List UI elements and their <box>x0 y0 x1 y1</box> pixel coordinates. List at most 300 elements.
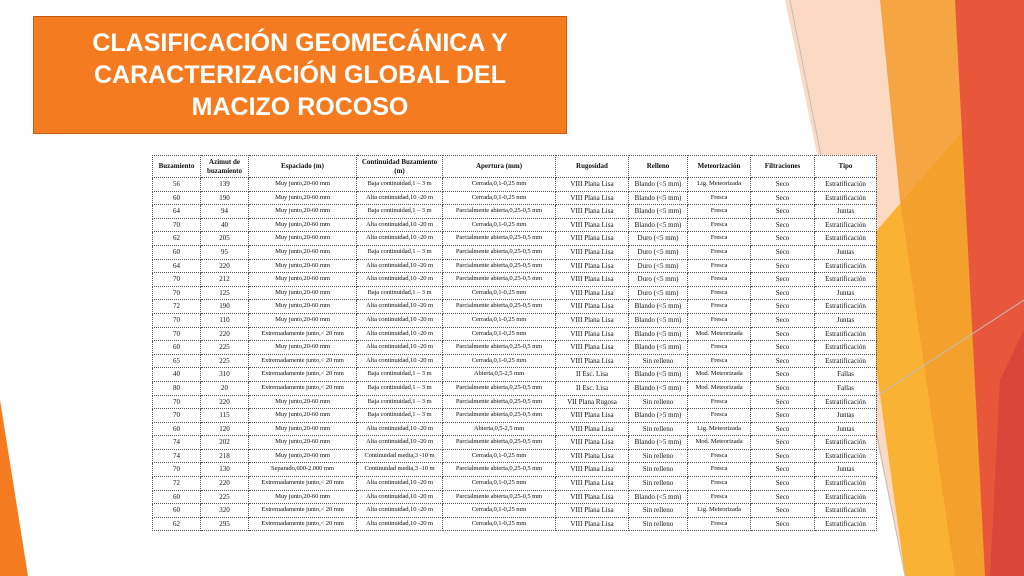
cell-rugosidad: VIII Plana Lisa <box>556 286 629 300</box>
table-row <box>153 477 877 491</box>
cell-espaciado: Muy junto,20-60 mm <box>249 449 357 463</box>
cell-tipo: Estratificación <box>815 490 877 504</box>
cell-continuidad: Alta continuidad,10 -20 m <box>357 436 443 450</box>
cell-espaciado: Muy junto,20-60 mm <box>249 178 357 192</box>
header-espaciado: Espaciado (m) <box>249 156 357 178</box>
cell-relleno: Sin relleno <box>629 422 688 436</box>
cell-espaciado: Muy junto,20-60 mm <box>249 395 357 409</box>
cell-buzamiento: 70 <box>153 463 201 477</box>
cell-relleno: Blando (<5 mm) <box>629 205 688 219</box>
cell-filtraciones: Seco <box>751 504 815 518</box>
cell-tipo: Estratificación <box>815 191 877 205</box>
table-row <box>153 300 877 314</box>
cell-buzamiento: 70 <box>153 273 201 287</box>
cell-tipo: Estratificación <box>815 449 877 463</box>
cell-filtraciones: Seco <box>751 395 815 409</box>
cell-relleno: Blando (<5 mm) <box>629 313 688 327</box>
table-row <box>153 409 877 423</box>
table-row <box>153 327 877 341</box>
cell-rugosidad: VIII Plana Lisa <box>556 218 629 232</box>
cell-rugosidad: VIII Plana Lisa <box>556 205 629 219</box>
cell-continuidad: Baja continuidad,1 – 3 m <box>357 409 443 423</box>
classification-table-container <box>152 155 876 531</box>
cell-tipo: Estratificación <box>815 327 877 341</box>
cell-azimut: 120 <box>201 422 249 436</box>
table-row <box>153 232 877 246</box>
cell-espaciado: Muy junto,20-60 mm <box>249 205 357 219</box>
table-row <box>153 490 877 504</box>
cell-tipo: Estratificación <box>815 395 877 409</box>
cell-azimut: 295 <box>201 517 249 531</box>
cell-filtraciones: Seco <box>751 381 815 395</box>
cell-continuidad: Alta continuidad,10 -20 m <box>357 490 443 504</box>
cell-rugosidad: II Esc. Lisa <box>556 368 629 382</box>
cell-filtraciones: Seco <box>751 232 815 246</box>
cell-espaciado: Muy junto,20-60 mm <box>249 259 357 273</box>
cell-filtraciones: Seco <box>751 422 815 436</box>
cell-apertura: Parcialmente abierta,0,25-0,5 mm <box>443 205 556 219</box>
cell-buzamiento: 80 <box>153 381 201 395</box>
table-row <box>153 313 877 327</box>
cell-relleno: Blando (<5 mm) <box>629 368 688 382</box>
cell-azimut: 310 <box>201 368 249 382</box>
cell-tipo: Estratificación <box>815 504 877 518</box>
cell-azimut: 20 <box>201 381 249 395</box>
cell-tipo: Estratificación <box>815 300 877 314</box>
cell-apertura: Cerrada,0,1-0,25 mm <box>443 354 556 368</box>
cell-continuidad: Alta continuidad,10 -20 m <box>357 232 443 246</box>
cell-azimut: 139 <box>201 178 249 192</box>
cell-azimut: 205 <box>201 232 249 246</box>
cell-filtraciones: Seco <box>751 205 815 219</box>
header-filtraciones: Filtraciones <box>751 156 815 178</box>
cell-rugosidad: VIII Plana Lisa <box>556 191 629 205</box>
cell-espaciado: Extremadamente junto,< 20 mm <box>249 354 357 368</box>
cell-rugosidad: VIII Plana Lisa <box>556 341 629 355</box>
table-row <box>153 259 877 273</box>
header-azimut: Azimut de buzamiento <box>201 156 249 178</box>
cell-azimut: 115 <box>201 409 249 423</box>
cell-meteorizacion: Fresca <box>688 245 751 259</box>
cell-tipo: Estratificación <box>815 354 877 368</box>
cell-meteorizacion: Fresca <box>688 300 751 314</box>
cell-relleno: Sin relleno <box>629 449 688 463</box>
cell-continuidad: Baja continuidad,1 – 3 m <box>357 395 443 409</box>
cell-buzamiento: 60 <box>153 504 201 518</box>
cell-buzamiento: 72 <box>153 300 201 314</box>
cell-rugosidad: VIII Plana Lisa <box>556 422 629 436</box>
table-row <box>153 436 877 450</box>
cell-buzamiento: 64 <box>153 205 201 219</box>
cell-rugosidad: VIII Plana Lisa <box>556 409 629 423</box>
cell-apertura: Cerrada,0,1-0,25 mm <box>443 286 556 300</box>
cell-continuidad: Baja continuidad,1 – 3 m <box>357 245 443 259</box>
cell-espaciado: Muy junto,20-60 mm <box>249 232 357 246</box>
cell-apertura: Abierta,0,5-2,5 mm <box>443 422 556 436</box>
cell-meteorizacion: Lig. Meteorizada <box>688 504 751 518</box>
cell-meteorizacion: Fresca <box>688 517 751 531</box>
cell-filtraciones: Seco <box>751 368 815 382</box>
cell-tipo: Estratificación <box>815 232 877 246</box>
cell-buzamiento: 60 <box>153 422 201 436</box>
table-row <box>153 205 877 219</box>
cell-rugosidad: VIII Plana Lisa <box>556 477 629 491</box>
cell-relleno: Blando (<5 mm) <box>629 218 688 232</box>
cell-espaciado: Muy junto,20-60 mm <box>249 286 357 300</box>
cell-espaciado: Muy junto,20-60 mm <box>249 300 357 314</box>
cell-meteorizacion: Fresca <box>688 205 751 219</box>
cell-rugosidad: VIII Plana Lisa <box>556 449 629 463</box>
cell-buzamiento: 70 <box>153 395 201 409</box>
cell-filtraciones: Seco <box>751 245 815 259</box>
cell-rugosidad: VIII Plana Lisa <box>556 354 629 368</box>
table-row <box>153 381 877 395</box>
cell-rugosidad: VIII Plana Lisa <box>556 436 629 450</box>
cell-relleno: Sin relleno <box>629 463 688 477</box>
cell-azimut: 190 <box>201 191 249 205</box>
cell-meteorizacion: Fresca <box>688 490 751 504</box>
cell-buzamiento: 60 <box>153 490 201 504</box>
cell-apertura: Parcialmente abierta,0,25-0,5 mm <box>443 463 556 477</box>
cell-rugosidad: VIII Plana Lisa <box>556 517 629 531</box>
cell-filtraciones: Seco <box>751 273 815 287</box>
cell-espaciado: Muy junto,20-60 mm <box>249 273 357 287</box>
cell-apertura: Parcialmente abierta,0,25-0,5 mm <box>443 245 556 259</box>
cell-tipo: Estratificación <box>815 259 877 273</box>
cell-filtraciones: Seco <box>751 436 815 450</box>
cell-espaciado: Separado,600-2.000 mm <box>249 463 357 477</box>
cell-apertura: Cerrada,0,1-0,25 mm <box>443 477 556 491</box>
table-row <box>153 368 877 382</box>
cell-tipo: Juntas <box>815 286 877 300</box>
cell-rugosidad: VII Plana Rugosa <box>556 395 629 409</box>
cell-continuidad: Alta continuidad,10 -20 m <box>357 300 443 314</box>
table-row <box>153 178 877 192</box>
cell-apertura: Parcialmente abierta,0,25-0,5 mm <box>443 341 556 355</box>
cell-relleno: Blando (<5 mm) <box>629 327 688 341</box>
cell-buzamiento: 65 <box>153 354 201 368</box>
cell-apertura: Parcialmente abierta,0,25-0,5 mm <box>443 381 556 395</box>
cell-relleno: Blando (>5 mm) <box>629 409 688 423</box>
cell-relleno: Sin relleno <box>629 354 688 368</box>
cell-azimut: 220 <box>201 259 249 273</box>
cell-meteorizacion: Fresca <box>688 395 751 409</box>
cell-filtraciones: Seco <box>751 341 815 355</box>
cell-meteorizacion: Fresca <box>688 354 751 368</box>
cell-filtraciones: Seco <box>751 178 815 192</box>
cell-espaciado: Extremadamente junto,< 20 mm <box>249 368 357 382</box>
slide-title: CLASIFICACIÓN GEOMECÁNICA Y CARACTERIZACIÓN GLOBAL DEL MACIZO ROCOSO <box>92 29 508 121</box>
table-row <box>153 422 877 436</box>
cell-continuidad: Continuidad media,3 -10 m <box>357 463 443 477</box>
cell-tipo: Estratificación <box>815 218 877 232</box>
cell-relleno: Sin relleno <box>629 504 688 518</box>
cell-apertura: Parcialmente abierta,0,25-0,5 mm <box>443 273 556 287</box>
table-body <box>153 178 877 531</box>
cell-continuidad: Alta continuidad,10 -20 m <box>357 259 443 273</box>
header-tipo: Tipo <box>815 156 877 178</box>
cell-filtraciones: Seco <box>751 313 815 327</box>
cell-apertura: Cerrada,0,1-0,25 mm <box>443 218 556 232</box>
cell-meteorizacion: Fresca <box>688 286 751 300</box>
cell-apertura: Cerrada,0,1-0,25 mm <box>443 504 556 518</box>
cell-continuidad: Continuidad media,3 -10 m <box>357 449 443 463</box>
cell-relleno: Blando (<5 mm) <box>629 490 688 504</box>
cell-azimut: 218 <box>201 449 249 463</box>
cell-filtraciones: Seco <box>751 191 815 205</box>
cell-apertura: Cerrada,0,1-0,25 mm <box>443 191 556 205</box>
cell-continuidad: Baja continuidad,1 – 3 m <box>357 368 443 382</box>
cell-continuidad: Alta continuidad,10 -20 m <box>357 273 443 287</box>
cell-rugosidad: VIII Plana Lisa <box>556 300 629 314</box>
cell-azimut: 202 <box>201 436 249 450</box>
cell-espaciado: Muy junto,20-60 mm <box>249 436 357 450</box>
cell-apertura: Cerrada,0,1-0,25 mm <box>443 517 556 531</box>
cell-rugosidad: VIII Plana Lisa <box>556 178 629 192</box>
classification-table <box>152 155 877 531</box>
cell-tipo: Estratificación <box>815 517 877 531</box>
cell-meteorizacion: Lig. Meteorizada <box>688 422 751 436</box>
table-header-row <box>153 156 877 178</box>
header-relleno: Relleno <box>629 156 688 178</box>
table-row <box>153 245 877 259</box>
cell-meteorizacion: Fresca <box>688 313 751 327</box>
cell-rugosidad: VIII Plana Lisa <box>556 245 629 259</box>
cell-meteorizacion: Fresca <box>688 477 751 491</box>
cell-azimut: 190 <box>201 300 249 314</box>
cell-rugosidad: VIII Plana Lisa <box>556 259 629 273</box>
cell-azimut: 94 <box>201 205 249 219</box>
cell-azimut: 225 <box>201 490 249 504</box>
cell-azimut: 220 <box>201 395 249 409</box>
cell-tipo: Fallas <box>815 368 877 382</box>
cell-buzamiento: 72 <box>153 477 201 491</box>
cell-filtraciones: Seco <box>751 490 815 504</box>
table-row <box>153 517 877 531</box>
cell-buzamiento: 64 <box>153 259 201 273</box>
cell-rugosidad: VIII Plana Lisa <box>556 232 629 246</box>
table-row <box>153 286 877 300</box>
header-apertura: Apertura (mm) <box>443 156 556 178</box>
cell-rugosidad: II Esc. Lisa <box>556 381 629 395</box>
cell-continuidad: Baja continuidad,1 – 3 m <box>357 205 443 219</box>
cell-continuidad: Baja continuidad,1 – 3 m <box>357 286 443 300</box>
cell-continuidad: Alta continuidad,10 -20 m <box>357 313 443 327</box>
cell-tipo: Estratificación <box>815 178 877 192</box>
header-buzamiento: Buzamiento <box>153 156 201 178</box>
cell-apertura: Parcialmente abierta,0,25-0,5 mm <box>443 259 556 273</box>
cell-azimut: 225 <box>201 354 249 368</box>
cell-filtraciones: Seco <box>751 463 815 477</box>
table-row <box>153 273 877 287</box>
cell-tipo: Juntas <box>815 313 877 327</box>
cell-rugosidad: VIII Plana Lisa <box>556 327 629 341</box>
cell-filtraciones: Seco <box>751 409 815 423</box>
cell-relleno: Duro (<5 mm) <box>629 245 688 259</box>
cell-filtraciones: Seco <box>751 286 815 300</box>
cell-continuidad: Baja continuidad,1 – 3 m <box>357 381 443 395</box>
cell-relleno: Blando (<5 mm) <box>629 178 688 192</box>
cell-filtraciones: Seco <box>751 477 815 491</box>
cell-filtraciones: Seco <box>751 354 815 368</box>
header-rugosidad: Rugosidad <box>556 156 629 178</box>
cell-rugosidad: VIII Plana Lisa <box>556 490 629 504</box>
cell-buzamiento: 70 <box>153 286 201 300</box>
cell-meteorizacion: Lig. Meteorizada <box>688 178 751 192</box>
cell-tipo: Juntas <box>815 245 877 259</box>
left-accent-shape <box>0 400 28 576</box>
cell-relleno: Sin relleno <box>629 517 688 531</box>
cell-buzamiento: 70 <box>153 218 201 232</box>
cell-tipo: Estratificación <box>815 477 877 491</box>
cell-rugosidad: VIII Plana Lisa <box>556 504 629 518</box>
cell-azimut: 130 <box>201 463 249 477</box>
cell-buzamiento: 60 <box>153 341 201 355</box>
cell-espaciado: Muy junto,20-60 mm <box>249 409 357 423</box>
cell-filtraciones: Seco <box>751 218 815 232</box>
cell-buzamiento: 60 <box>153 245 201 259</box>
cell-meteorizacion: Fresca <box>688 218 751 232</box>
cell-espaciado: Extremadamente junto,< 20 mm <box>249 477 357 491</box>
table-row <box>153 341 877 355</box>
cell-apertura: Parcialmente abierta,0,25-0,5 mm <box>443 300 556 314</box>
cell-apertura: Parcialmente abierta,0,25-0,5 mm <box>443 436 556 450</box>
cell-meteorizacion: Mod. Meteorizada <box>688 381 751 395</box>
cell-espaciado: Muy junto,20-60 mm <box>249 341 357 355</box>
cell-buzamiento: 70 <box>153 327 201 341</box>
cell-filtraciones: Seco <box>751 449 815 463</box>
cell-apertura: Abierta,0,5-2,5 mm <box>443 368 556 382</box>
cell-tipo: Estratificación <box>815 436 877 450</box>
cell-meteorizacion: Fresca <box>688 273 751 287</box>
cell-buzamiento: 70 <box>153 313 201 327</box>
cell-meteorizacion: Fresca <box>688 259 751 273</box>
cell-espaciado: Extremadamente junto,< 20 mm <box>249 381 357 395</box>
cell-apertura: Cerrada,0,1-0,25 mm <box>443 313 556 327</box>
cell-tipo: Fallas <box>815 381 877 395</box>
cell-tipo: Juntas <box>815 463 877 477</box>
cell-espaciado: Muy junto,20-60 mm <box>249 245 357 259</box>
cell-buzamiento: 74 <box>153 436 201 450</box>
cell-relleno: Blando (<5 mm) <box>629 341 688 355</box>
cell-tipo: Estratificación <box>815 341 877 355</box>
cell-azimut: 225 <box>201 341 249 355</box>
cell-relleno: Blando (<5 mm) <box>629 191 688 205</box>
cell-meteorizacion: Mod. Meteorizada <box>688 436 751 450</box>
cell-relleno: Duro (<5 mm) <box>629 259 688 273</box>
cell-continuidad: Alta continuidad,10 -20 m <box>357 327 443 341</box>
cell-buzamiento: 74 <box>153 449 201 463</box>
cell-filtraciones: Seco <box>751 327 815 341</box>
cell-relleno: Blando (<5 mm) <box>629 300 688 314</box>
cell-relleno: Duro (<5 mm) <box>629 232 688 246</box>
table-row <box>153 463 877 477</box>
cell-espaciado: Extremadamente junto,< 20 mm <box>249 517 357 531</box>
table-row <box>153 218 877 232</box>
cell-continuidad: Baja continuidad,1 – 3 m <box>357 178 443 192</box>
cell-rugosidad: VIII Plana Lisa <box>556 273 629 287</box>
cell-continuidad: Alta continuidad,10 -20 m <box>357 517 443 531</box>
table-row <box>153 395 877 409</box>
cell-rugosidad: VIII Plana Lisa <box>556 313 629 327</box>
cell-tipo: Juntas <box>815 422 877 436</box>
cell-relleno: Sin relleno <box>629 477 688 491</box>
cell-relleno: Sin relleno <box>629 395 688 409</box>
cell-apertura: Cerrada,0,1-0,25 mm <box>443 178 556 192</box>
cell-meteorizacion: Fresca <box>688 409 751 423</box>
cell-apertura: Parcialmente abierta,0,25-0,5 mm <box>443 409 556 423</box>
cell-espaciado: Muy junto,20-60 mm <box>249 313 357 327</box>
cell-relleno: Duro (<5 mm) <box>629 286 688 300</box>
slide-title-box <box>33 16 567 134</box>
header-meteorizacion: Meteorización <box>688 156 751 178</box>
cell-espaciado: Extremadamente junto,< 20 mm <box>249 327 357 341</box>
cell-relleno: Blando (>5 mm) <box>629 436 688 450</box>
cell-meteorizacion: Fresca <box>688 449 751 463</box>
cell-espaciado: Extremadamente junto,< 20 mm <box>249 504 357 518</box>
cell-tipo: Estratificación <box>815 273 877 287</box>
cell-azimut: 110 <box>201 313 249 327</box>
cell-espaciado: Muy junto,20-60 mm <box>249 490 357 504</box>
cell-filtraciones: Seco <box>751 259 815 273</box>
cell-tipo: Juntas <box>815 205 877 219</box>
cell-azimut: 320 <box>201 504 249 518</box>
cell-buzamiento: 62 <box>153 517 201 531</box>
cell-rugosidad: VIII Plana Lisa <box>556 463 629 477</box>
cell-buzamiento: 70 <box>153 409 201 423</box>
cell-azimut: 220 <box>201 327 249 341</box>
table-row <box>153 191 877 205</box>
cell-apertura: Parcialmente abierta,0,25-0,5 mm <box>443 232 556 246</box>
cell-espaciado: Muy junto,20-60 mm <box>249 422 357 436</box>
header-continuidad: Continuidad Buzamiento (m) <box>357 156 443 178</box>
cell-meteorizacion: Fresca <box>688 341 751 355</box>
cell-azimut: 212 <box>201 273 249 287</box>
cell-continuidad: Alta continuidad,10 -20 m <box>357 504 443 518</box>
cell-azimut: 40 <box>201 218 249 232</box>
cell-azimut: 125 <box>201 286 249 300</box>
cell-apertura: Cerrada,0,1-0,25 mm <box>443 449 556 463</box>
cell-apertura: Parcialmente abierta,0,25-0,5 mm <box>443 395 556 409</box>
cell-continuidad: Alta continuidad,10 -20 m <box>357 354 443 368</box>
cell-espaciado: Muy junto,20-60 mm <box>249 218 357 232</box>
cell-meteorizacion: Fresca <box>688 463 751 477</box>
table-row <box>153 504 877 518</box>
cell-meteorizacion: Fresca <box>688 191 751 205</box>
table-row <box>153 354 877 368</box>
cell-azimut: 220 <box>201 477 249 491</box>
cell-filtraciones: Seco <box>751 517 815 531</box>
cell-meteorizacion: Mod. Meteorizada <box>688 368 751 382</box>
cell-continuidad: Alta continuidad,10 -20 m <box>357 477 443 491</box>
cell-espaciado: Muy junto,20-60 mm <box>249 191 357 205</box>
cell-relleno: Blando (<5 mm) <box>629 381 688 395</box>
cell-filtraciones: Seco <box>751 300 815 314</box>
table-row <box>153 449 877 463</box>
cell-continuidad: Alta continuidad,10 -20 m <box>357 341 443 355</box>
cell-meteorizacion: Mod. Meteorizada <box>688 327 751 341</box>
cell-apertura: Parcialmente abierta,0,25-0,5 mm <box>443 490 556 504</box>
cell-continuidad: Alta continuidad,10 -20 m <box>357 422 443 436</box>
cell-buzamiento: 40 <box>153 368 201 382</box>
cell-relleno: Duro (<5 mm) <box>629 273 688 287</box>
cell-continuidad: Alta continuidad,10 -20 m <box>357 191 443 205</box>
cell-meteorizacion: Fresca <box>688 232 751 246</box>
cell-tipo: Juntas <box>815 409 877 423</box>
cell-buzamiento: 62 <box>153 232 201 246</box>
cell-azimut: 95 <box>201 245 249 259</box>
cell-apertura: Cerrada,0,1-0,25 mm <box>443 327 556 341</box>
